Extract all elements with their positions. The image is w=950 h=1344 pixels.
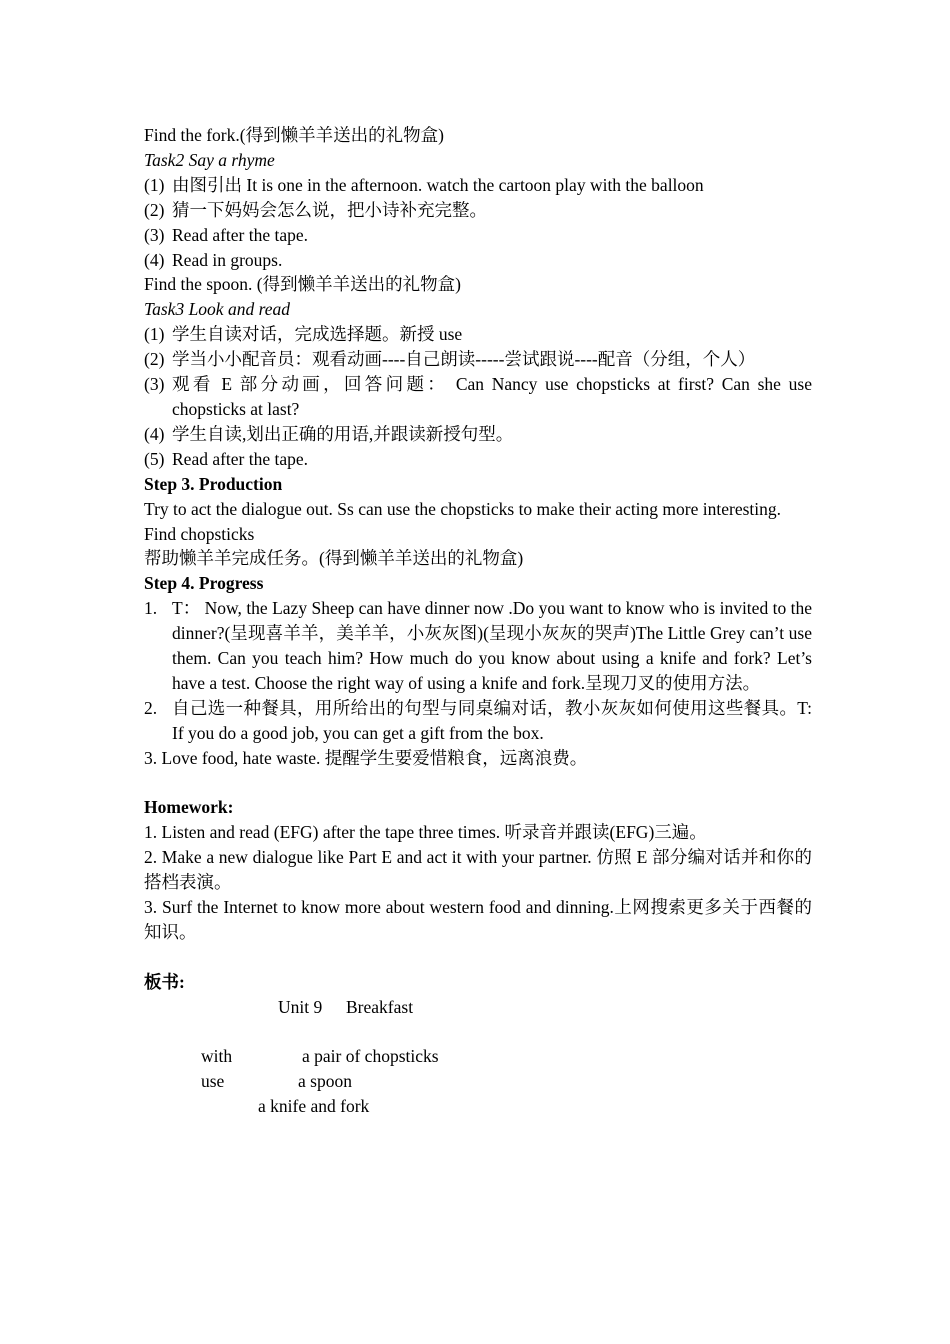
task2-item [144,223,812,248]
board-spoon: a spoon [298,1071,352,1092]
board-unit: Unit 9 [278,996,323,1017]
item-number: (1) [144,324,165,345]
item-text: Read after the tape. [172,224,309,245]
item-text: 学当小小配音员：观看动画----自己朗读-----尝试跟说----配音（分组，个人） [172,349,756,370]
item-text: Read in groups. [172,249,283,270]
board-unit-row [144,995,812,1020]
board-knife: a knife and fork [258,1096,370,1117]
board-chopsticks: a pair of chopsticks [302,1046,439,1067]
board-row [144,1069,812,1094]
item-text: 学生自读,划出正确的用语,并跟读新授句型。 [172,423,514,444]
task2-item [144,248,812,273]
item-number: (4) [144,249,165,270]
task3-item [144,347,812,372]
homework-item: 3. Surf the Internet to know more about western food and dinning.上网搜索更多关于西餐的知识。 [144,897,812,942]
item-number: (4) [144,423,165,444]
task2-title: Task2 Say a rhyme [144,149,275,170]
task3-item [144,322,812,347]
item-text: Read after the tape. [172,448,309,469]
step4-item [144,596,812,696]
item-text: T： Now, the Lazy Sheep can have dinner now .Do you want to know who is invited to the dinner?(呈现喜羊羊，美羊羊，小灰灰图)(呈现小灰灰的哭声)The Little Grey can’t use them. Can you teach him? How much do you know about using a knife and fork? Let’s have a test. Choose the right way of using a knife and fork.呈现刀叉的使用方法。 [172,598,812,693]
find-chopsticks-line: Find chopsticks [144,523,255,544]
homework-heading: Homework: [144,797,234,818]
homework-item: 1. Listen and read (EFG) after the tape three times. 听录音并跟读(EFG)三遍。 [144,822,707,843]
item-text: 猜一下妈妈会怎么说，把小诗补充完整。 [172,199,487,220]
homework-item: 2. Make a new dialogue like Part E and act it with your partner. 仿照 E 部分编对话并和你的搭档表演。 [144,847,812,893]
task3-title: Task3 Look and read [144,299,291,320]
task2-item [144,198,812,223]
blank-line [144,1020,812,1045]
item-number: 1. [144,598,158,619]
step4-item-3: 3. Love food, hate waste. 提醒学生要爱惜粮食，远离浪费。 [144,747,588,768]
item-number: 2. [144,697,158,718]
item-text: 自己选一种餐具，用所给出的句型与同桌编对话，教小灰灰如何使用这些餐具。T: If you do a good job, you can get a gift from the box. [172,697,812,743]
blank-line [144,771,812,796]
board-row [144,1094,812,1119]
item-text: 由图引出 It is one in the afternoon. watch the cartoon play with the balloon [172,174,704,195]
step3-paragraph: Try to act the dialogue out. Ss can use the chopsticks to make their acting more interesting. [144,498,781,519]
find-spoon-line: Find the spoon. (得到懒羊羊送出的礼物盒) [144,274,461,295]
item-number: (3) [144,374,165,395]
step4-heading: Step 4. Progress [144,573,264,594]
board-row [144,1044,812,1069]
board-use: use [201,1071,225,1092]
step3-heading: Step 3. Production [144,473,283,494]
item-text: 学生自读对话，完成选择题。新授 use [172,324,463,345]
help-line: 帮助懒羊羊完成任务。(得到懒羊羊送出的礼物盒) [144,548,524,569]
task3-item [144,372,812,422]
board-heading: 板书: [144,971,185,992]
item-number: (2) [144,199,165,220]
find-fork-line: Find the fork.(得到懒羊羊送出的礼物盒) [144,125,444,145]
step4-item [144,696,812,746]
item-number: (1) [144,174,165,195]
item-number: (5) [144,448,165,469]
item-text: 观看 E 部分动画，回答问题： Can Nancy use chopsticks at first? Can she use chopsticks at last? [172,374,812,419]
board-lesson: Breakfast [346,996,414,1017]
item-number: (3) [144,224,165,245]
task3-item [144,447,812,472]
document-page [144,123,812,1119]
item-number: (2) [144,349,165,370]
task3-item [144,422,812,447]
task2-item [144,173,812,198]
blank-line [144,945,812,970]
board-with: with [201,1046,233,1067]
